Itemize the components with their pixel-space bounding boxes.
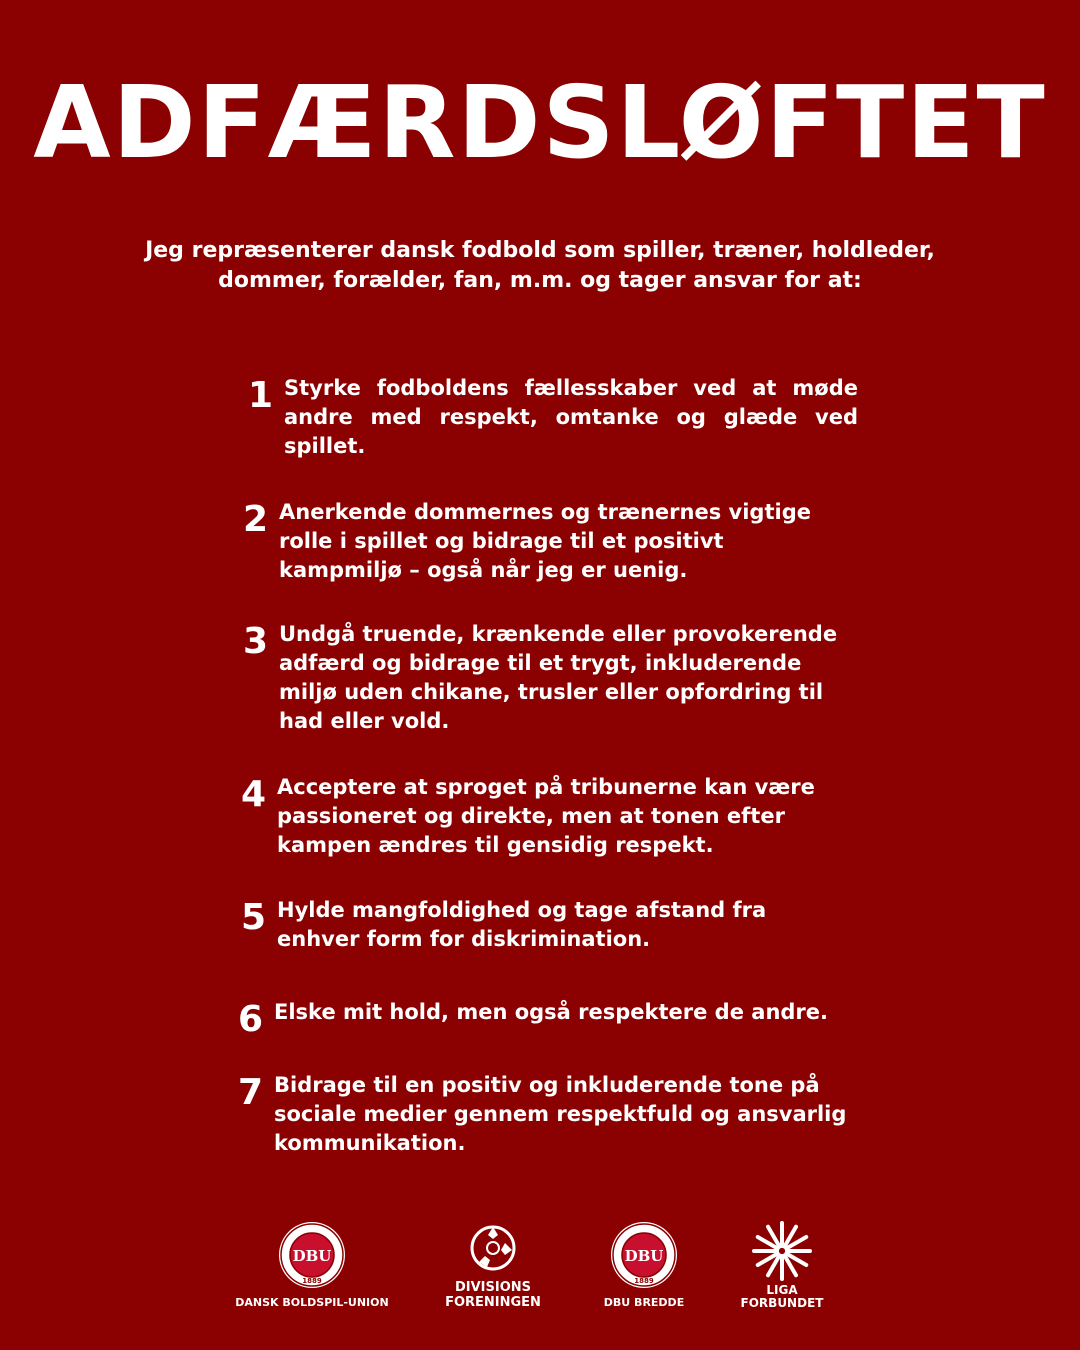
pledge-text: Elske mit hold, men også respektere de andre. xyxy=(274,1000,828,1024)
ligaforbundet-caption-line1: LIGA xyxy=(766,1283,798,1297)
dbu-bredde-logo xyxy=(574,1220,714,1309)
pledge-item-6 xyxy=(238,998,858,1040)
pledge-item-3 xyxy=(243,620,853,736)
divisionsforeningen-caption-line1: DIVISIONS xyxy=(454,1280,532,1295)
pledge-item-1 xyxy=(248,374,858,461)
crest-letters: DBU xyxy=(292,1247,332,1265)
pledge-text: Styrke fodboldens fællesskaber ved at møde andre med respekt, omtanke og glæde ved spillet. xyxy=(284,376,858,458)
pledge-text: Undgå truende, krænkende eller provokerende adfærd og bidrage til et trygt, inkluderende miljø uden chikane, trusler eller opfordring til had eller vold. xyxy=(279,622,838,733)
dbu-crest-icon xyxy=(277,1220,347,1290)
starburst-icon xyxy=(751,1220,813,1282)
dbu-caption: DANSK BOLDSPIL-UNION xyxy=(235,1296,389,1309)
pledge-item-4 xyxy=(241,773,841,860)
sponsor-logos xyxy=(0,1220,1080,1320)
divisionsforeningen-caption-line2: FORENINGEN xyxy=(445,1295,541,1310)
pledge-text: Acceptere at sproget på tribunerne kan være passioneret og direkte, men at tonen efter kampen ændres til gensidig respekt. xyxy=(277,775,815,857)
pledge-number: 3 xyxy=(243,621,269,662)
crest-year: 1889 xyxy=(302,1277,322,1285)
pledge-item-5 xyxy=(241,896,841,954)
pledge-number: 5 xyxy=(241,897,267,938)
divisionsforeningen-logo xyxy=(423,1220,563,1310)
crest-letters: DBU xyxy=(624,1247,664,1265)
dbu-logo xyxy=(232,1220,392,1309)
dbu-bredde-caption: DBU BREDDE xyxy=(603,1296,685,1309)
pledge-item-2 xyxy=(243,498,843,585)
page-title: ADFÆRDSLØFTET xyxy=(33,64,1047,181)
intro-text: Jeg repræsenterer dansk fodbold som spiller, træner, holdleder, dommer, forælder, fan, m.m. og tager ansvar for at: xyxy=(145,238,935,293)
ligaforbundet-logo xyxy=(727,1220,837,1310)
pledge-number: 1 xyxy=(248,375,274,416)
pledge-number: 2 xyxy=(243,499,269,540)
dbu-crest-icon xyxy=(609,1220,679,1290)
pledge-number: 7 xyxy=(238,1072,264,1113)
crest-year: 1889 xyxy=(634,1277,654,1285)
ligaforbundet-caption-line2: FORBUNDET xyxy=(740,1296,824,1310)
pledge-text: Bidrage til en positiv og inkluderende tone på sociale medier gennem respektfuld og ansvarlig kommunikation. xyxy=(274,1073,847,1155)
pledge-item-7 xyxy=(238,1071,858,1158)
divisionsforeningen-ball-icon xyxy=(465,1220,521,1276)
pledge-number: 4 xyxy=(241,774,267,815)
pledge-text: Hylde mangfoldighed og tage afstand fra enhver form for diskrimination. xyxy=(277,898,767,951)
pledge-text: Anerkende dommernes og trænernes vigtige rolle i spillet og bidrage til et positivt kampmiljø – også når jeg er uenig. xyxy=(279,500,811,582)
pledge-number: 6 xyxy=(238,999,264,1040)
